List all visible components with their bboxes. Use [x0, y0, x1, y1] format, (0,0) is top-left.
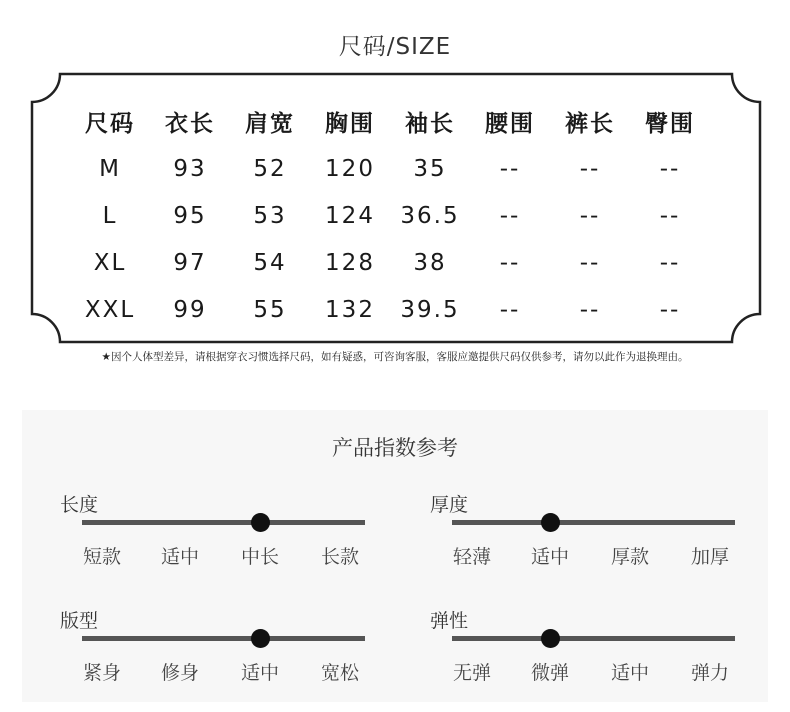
table-cell: 36.5: [400, 202, 460, 229]
table-cell: 120: [325, 155, 375, 182]
table-cell: --: [579, 155, 601, 182]
index-elasticity: [430, 606, 729, 706]
index-marker: [541, 629, 560, 648]
index-track: [82, 520, 365, 525]
index-label: 弹性: [430, 610, 469, 632]
index-option: 厚款: [610, 546, 649, 568]
header-sleeve: 袖长: [405, 111, 455, 137]
header-size: 尺码: [85, 111, 135, 137]
size-table-header-row: [70, 98, 710, 145]
index-thickness: [430, 490, 729, 590]
index-option: 长款: [320, 546, 359, 568]
table-cell: XL: [93, 249, 127, 276]
index-option: 中长: [240, 546, 279, 568]
index-marker: [251, 629, 270, 648]
index-length: [60, 490, 359, 590]
index-option: 适中: [240, 662, 279, 684]
index-option: 加厚: [690, 546, 729, 568]
index-track: [452, 520, 735, 525]
table-cell: --: [499, 155, 521, 182]
index-option: 修身: [160, 662, 199, 684]
header-chest: 胸围: [325, 111, 375, 137]
table-cell: 128: [325, 249, 375, 276]
index-marker: [251, 513, 270, 532]
table-cell: 55: [253, 296, 287, 323]
table-cell: M: [99, 155, 121, 182]
header-shoulder: 肩宽: [245, 111, 295, 137]
table-row: [70, 239, 710, 286]
table-cell: --: [579, 249, 601, 276]
index-marker: [541, 513, 560, 532]
size-disclaimer-note: ★因个人体型差异，请根据穿衣习惯选择尺码，如有疑惑，可咨询客服，客服应邀提供尺码仅供参考，请勿以此作为退换理由。: [101, 351, 689, 363]
index-option: 轻薄: [452, 546, 491, 568]
table-cell: 52: [253, 155, 287, 182]
index-options: [452, 542, 735, 568]
index-option: 短款: [82, 546, 121, 568]
table-row: [70, 192, 710, 239]
index-options: [452, 658, 735, 684]
header-hip: 臀围: [645, 111, 695, 137]
index-options: [82, 542, 365, 568]
table-cell: --: [659, 155, 681, 182]
table-cell: 95: [173, 202, 207, 229]
index-track: [82, 636, 365, 641]
table-cell: --: [499, 296, 521, 323]
table-cell: 124: [325, 202, 375, 229]
index-option: 适中: [530, 546, 569, 568]
table-row: [70, 286, 710, 333]
table-cell: 39.5: [400, 296, 460, 323]
table-cell: 99: [173, 296, 207, 323]
table-cell: 93: [173, 155, 207, 182]
table-cell: --: [659, 202, 681, 229]
index-option: 微弹: [530, 662, 569, 684]
index-option: 适中: [160, 546, 199, 568]
index-label: 版型: [60, 610, 99, 632]
index-track: [452, 636, 735, 641]
table-cell: 53: [253, 202, 287, 229]
index-label: 厚度: [430, 494, 469, 516]
table-cell: 97: [173, 249, 207, 276]
table-cell: 132: [325, 296, 375, 323]
index-option: 适中: [610, 662, 649, 684]
table-cell: --: [499, 249, 521, 276]
index-options: [82, 658, 365, 684]
table-cell: --: [659, 249, 681, 276]
size-chart-title: 尺码/SIZE: [338, 34, 452, 60]
product-index-title: 产品指数参考: [332, 436, 458, 460]
table-cell: 54: [253, 249, 287, 276]
table-row: [70, 145, 710, 192]
header-waist: 腰围: [485, 111, 535, 137]
index-option: 宽松: [320, 662, 359, 684]
size-table: [70, 98, 710, 333]
index-label: 长度: [60, 494, 99, 516]
index-option: 无弹: [452, 662, 491, 684]
table-cell: L: [102, 202, 118, 229]
header-length: 衣长: [165, 111, 215, 137]
table-cell: 35: [413, 155, 447, 182]
index-option: 弹力: [690, 662, 729, 684]
table-cell: --: [659, 296, 681, 323]
table-cell: --: [579, 296, 601, 323]
table-cell: 38: [413, 249, 447, 276]
header-pants-length: 裤长: [565, 111, 615, 137]
table-cell: --: [579, 202, 601, 229]
table-cell: --: [499, 202, 521, 229]
index-fit: [60, 606, 359, 706]
index-option: 紧身: [82, 662, 121, 684]
table-cell: XXL: [84, 296, 136, 323]
